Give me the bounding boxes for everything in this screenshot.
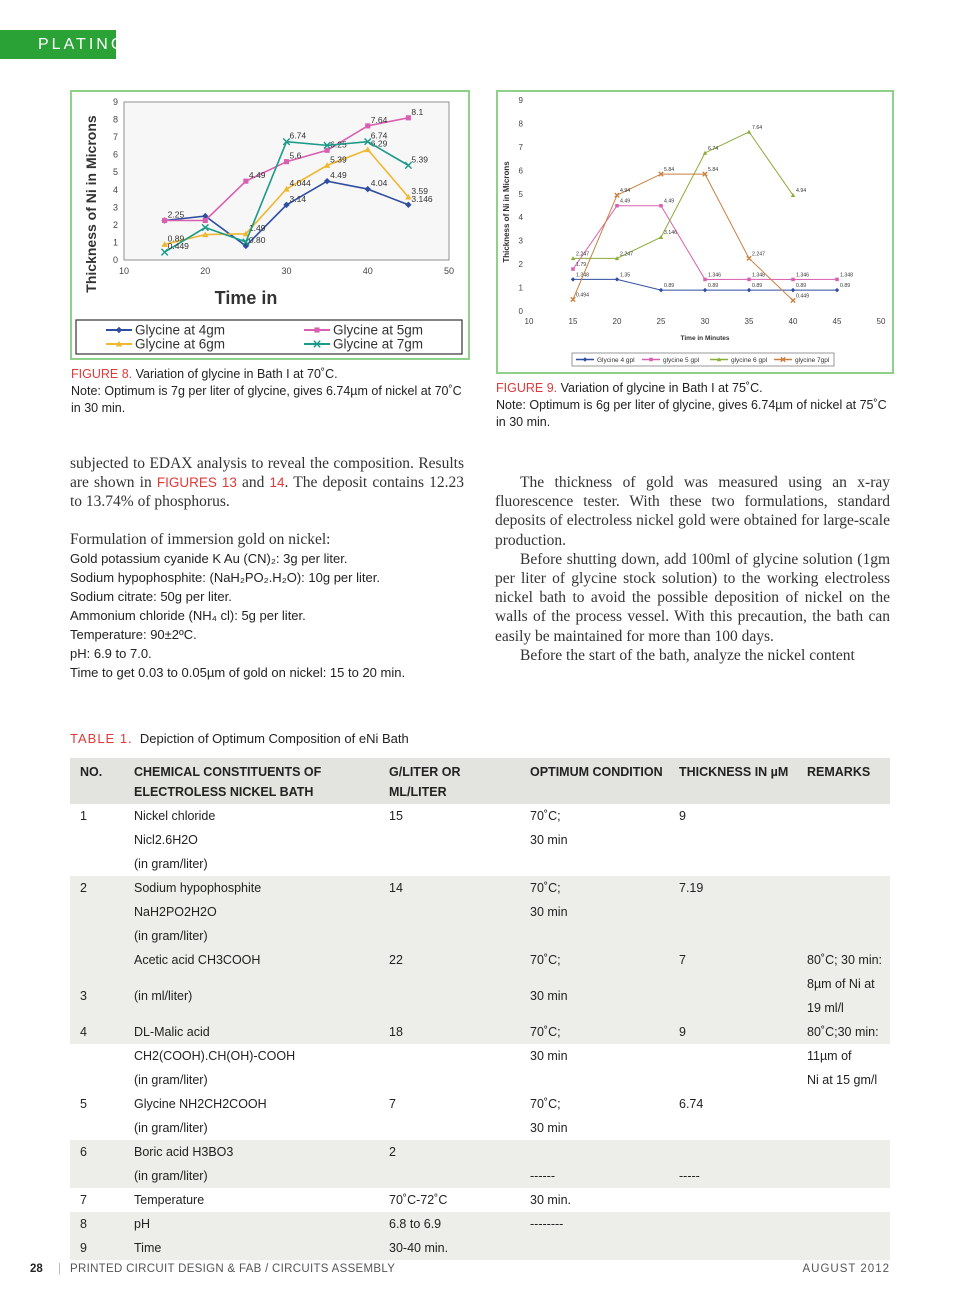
- y-tick-label: 7: [518, 142, 523, 152]
- data-point: [615, 193, 619, 197]
- table-cell: 6.8 to 6.9: [379, 1212, 520, 1236]
- table-row: [70, 924, 890, 948]
- column-header: G/LITER OR ML/LITER: [379, 758, 520, 804]
- data-point: [649, 358, 653, 362]
- data-point: [835, 288, 839, 292]
- table-cell: ------: [520, 1164, 669, 1188]
- data-point: [791, 298, 795, 302]
- data-label: 5.6: [289, 150, 302, 161]
- data-label: 2.247: [752, 251, 765, 258]
- x-tick-label: 30: [281, 266, 292, 276]
- data-label: 1.346: [708, 272, 721, 279]
- data-label: 5.84: [664, 167, 675, 174]
- x-tick-label: 25: [656, 317, 666, 326]
- data-point: [615, 277, 619, 281]
- figure-9-chart: [496, 90, 894, 374]
- body-column-right: [495, 473, 890, 665]
- page-number: 28: [30, 1263, 43, 1275]
- x-tick-label: 50: [876, 317, 886, 326]
- data-point: [243, 179, 248, 184]
- paragraph: subjected to EDAX analysis to reveal the composition. Results are shown in FIGURES 13 and 14. The deposit contains 12.23 to 13.74% of phosphorus.: [70, 455, 464, 511]
- table-cell: [797, 804, 890, 828]
- data-label: 4.94: [620, 188, 631, 195]
- table-row: [70, 876, 890, 900]
- table-cell: [797, 828, 890, 852]
- table-cell: [669, 972, 797, 1020]
- data-point: [203, 218, 208, 223]
- data-label: 4.49: [248, 170, 266, 181]
- data-label: 0.89: [840, 283, 851, 290]
- data-label: 3.59: [411, 185, 428, 196]
- x-tick-label: 20: [612, 317, 622, 326]
- legend-label: Glycine at 7gm: [333, 336, 424, 352]
- x-tick-label: 40: [362, 266, 373, 276]
- y-tick-label: 0: [518, 307, 523, 316]
- table-cell: 30-40 min.: [379, 1236, 520, 1260]
- table-cell: Glycine NH2CH2COOH: [134, 1097, 267, 1111]
- data-label: 2.247: [576, 251, 589, 258]
- table-cell: [669, 1188, 797, 1212]
- data-label: 1.35: [620, 272, 631, 279]
- table-header-row: [70, 758, 890, 804]
- table-cell: NaH2PO2H2O: [124, 900, 379, 924]
- figure-9-caption: [496, 380, 890, 431]
- table-cell: [379, 1164, 520, 1188]
- body-column-left: [70, 454, 464, 682]
- issue-date: AUGUST 2012: [802, 1263, 890, 1275]
- table-cell: [797, 876, 890, 900]
- data-label: 6.74: [289, 130, 307, 141]
- table-cell: [797, 900, 890, 924]
- table-cell: [379, 924, 520, 948]
- data-label: 1.79: [576, 262, 587, 269]
- table-cell: [70, 828, 124, 852]
- table-cell: [70, 924, 124, 948]
- table-cell: 9: [679, 809, 686, 823]
- table-cell: 6.74: [679, 1097, 704, 1111]
- table-cell: [669, 1236, 797, 1260]
- column-header: REMARKS: [797, 758, 890, 804]
- table-cell: [669, 1212, 797, 1236]
- x-tick-label: 15: [568, 317, 578, 326]
- data-label: 7.64: [370, 114, 388, 125]
- table-row: [70, 1212, 890, 1236]
- x-tick-label: 50: [443, 266, 455, 276]
- table-cell: [520, 1236, 669, 1260]
- table-cell: Ni at 15 gm/l: [807, 1073, 878, 1087]
- y-tick-label: 8: [112, 114, 118, 125]
- table-cell: 30 min: [530, 1049, 568, 1063]
- table-label: TABLE 1.: [70, 731, 133, 746]
- data-label: 1.348: [840, 272, 853, 279]
- table-cell: [797, 1212, 890, 1236]
- data-point: [162, 218, 167, 223]
- figure-8-chart: [70, 90, 470, 360]
- formulation-list: [70, 549, 464, 682]
- table-cell: [70, 852, 124, 876]
- figure-8-label: FIGURE 8.: [71, 367, 133, 381]
- column-header: NO.: [70, 758, 124, 804]
- data-point: [314, 327, 319, 332]
- data-label: 0.449: [167, 241, 189, 252]
- table-cell: [379, 972, 520, 1020]
- table-cell: [379, 1068, 520, 1092]
- figure-8-caption: [71, 366, 463, 417]
- list-item: Temperature: 90±2ºC.: [70, 626, 197, 642]
- table-row: [70, 1116, 890, 1140]
- data-point: [284, 159, 289, 164]
- table-cell: [70, 948, 124, 972]
- table-cell: 7: [669, 948, 797, 972]
- table-cell: 2: [70, 876, 124, 900]
- data-label: 1.348: [752, 272, 765, 279]
- table-cell: [669, 1116, 797, 1140]
- data-point: [791, 288, 795, 292]
- data-label: 4.04: [370, 178, 388, 189]
- list-item: Gold potassium cyanide K Au (CN)₂: 3g per liter.: [70, 550, 348, 566]
- y-axis-label: Thickness of Ni in Microns: [83, 115, 99, 293]
- series-line: [573, 206, 837, 280]
- x-axis-label: Time in Minutes: [680, 335, 730, 342]
- data-label: 2.25: [167, 209, 185, 220]
- data-label: 6.74: [708, 145, 719, 152]
- table-cell: [669, 1044, 797, 1068]
- y-tick-label: 5: [518, 189, 523, 199]
- data-label: 5.84: [708, 167, 719, 174]
- figure-8-note: Note: Optimum is 7g per liter of glycine, gives 6.74µm of nickel at 70˚C in 30 min.: [71, 384, 462, 415]
- table-cell: [379, 900, 520, 924]
- y-tick-label: 5: [112, 167, 118, 178]
- y-tick-label: 3: [112, 202, 118, 213]
- table-row: [70, 900, 890, 924]
- data-label: 1.346: [796, 272, 809, 279]
- table-row: [70, 1092, 890, 1116]
- table-cell: [70, 900, 124, 924]
- table-cell: 5: [80, 1097, 87, 1111]
- data-label: 3.146: [664, 230, 677, 237]
- table-cell: Time: [124, 1236, 379, 1260]
- data-label: 4.49: [330, 170, 347, 181]
- y-tick-label: 1: [112, 237, 118, 248]
- table-cell: 4: [70, 1020, 124, 1044]
- y-tick-label: 9: [518, 96, 523, 105]
- y-tick-label: 4: [518, 213, 523, 223]
- data-point: [703, 278, 707, 282]
- y-axis-label: Thickness of Ni in Microns: [502, 161, 511, 263]
- x-tick-label: 40: [788, 317, 798, 326]
- table-cell: 6: [70, 1140, 124, 1164]
- table-cell: (in gram/liter): [124, 924, 379, 948]
- table-cell: --------: [520, 1212, 669, 1236]
- composition-table: [70, 758, 890, 1260]
- y-tick-label: 9: [112, 97, 118, 107]
- data-label: 4.044: [289, 178, 311, 189]
- table-cell: [379, 1044, 520, 1068]
- table-cell: [70, 1164, 124, 1188]
- data-label: 6.74: [370, 130, 388, 141]
- legend-label: Glycine at 4gm: [135, 322, 226, 338]
- data-label: 6.25: [330, 139, 347, 150]
- x-tick-label: 10: [524, 317, 534, 326]
- table-cell: 30 min: [530, 833, 568, 847]
- table-cell: Acetic acid CH3COOH: [124, 948, 379, 972]
- y-tick-label: 4: [112, 184, 118, 195]
- table-cell: [797, 1116, 890, 1140]
- paragraph: The thickness of gold was measured using an x-ray fluorescence tester. With these two formulations, standard deposits of electroless nickel gold were obtained for large-scale production.: [495, 474, 890, 549]
- data-point: [571, 277, 575, 281]
- data-label: 4.94: [796, 188, 807, 195]
- table-cell: [520, 924, 669, 948]
- paragraph: Before shutting down, add 100ml of glycine solution (1gm per liter of glycine stock solution) to the working electroless nickel bath to avoid the possible deposition of nickel on the walls of the process vessel. With this precaution, the bath can easily be maintained for more than 100 days.: [495, 550, 890, 645]
- table-row: [70, 1188, 890, 1212]
- figure-ref-link[interactable]: FIGURES 13: [156, 475, 237, 491]
- data-label: 0.89: [796, 283, 807, 290]
- data-point: [747, 256, 751, 260]
- table-cell: 30 min.: [530, 1193, 571, 1207]
- table-cell: [669, 1068, 797, 1092]
- data-label: 5.39: [411, 154, 428, 165]
- table-cell: [797, 1236, 890, 1260]
- y-tick-label: 7: [112, 132, 118, 143]
- table-row: [70, 852, 890, 876]
- table-cell: 3: [70, 972, 124, 1020]
- table-cell: 9: [669, 1020, 797, 1044]
- data-point: [747, 288, 751, 292]
- table-cell: [379, 1116, 520, 1140]
- table-cell: 7.19: [669, 876, 797, 900]
- figure-9-title: Variation of glycine in Bath I at 75˚C.: [560, 381, 763, 395]
- table-cell: 70˚C;: [530, 809, 561, 823]
- data-label: 3.146: [411, 193, 433, 204]
- table-cell: [797, 852, 890, 876]
- table-cell: [520, 852, 669, 876]
- list-item: Ammonium chloride (NH₄ cl): 5g per liter.: [70, 607, 306, 623]
- column-header: THICKNESS IN µM: [669, 758, 797, 804]
- legend-label: glycine 7gpl: [795, 356, 830, 364]
- table-row: [70, 948, 890, 972]
- y-tick-label: 6: [112, 149, 118, 160]
- table-cell: 30 min: [520, 900, 669, 924]
- data-point: [659, 235, 663, 239]
- table-cell: [379, 828, 520, 852]
- table-cell: [379, 852, 520, 876]
- table-cell: [520, 1068, 669, 1092]
- y-tick-label: 8: [518, 119, 523, 129]
- data-label: 8.1: [411, 106, 424, 117]
- list-item: Sodium hypophosphite: (NaH₂PO₂.H₂O): 10g per liter.: [70, 569, 380, 585]
- table-caption: [70, 731, 409, 746]
- y-tick-label: 2: [112, 219, 118, 230]
- table-cell: Nicl2.6H2O: [134, 833, 198, 847]
- table-row: [70, 828, 890, 852]
- column-header: CHEMICAL CONSTITUENTS OF ELECTROLESS NICKEL BATH: [124, 758, 379, 804]
- figure-9-svg: [498, 92, 892, 372]
- paragraph: Before the start of the bath, analyze the nickel content: [520, 646, 855, 664]
- table-cell: 70˚C;: [520, 876, 669, 900]
- table-row: [70, 1236, 890, 1260]
- table-cell: [669, 828, 797, 852]
- formulation-title: Formulation of immersion gold on nickel:: [70, 530, 331, 548]
- y-tick-label: 1: [518, 283, 523, 293]
- table-cell: 9: [70, 1236, 124, 1260]
- data-point: [571, 267, 575, 271]
- list-item: Time to get 0.03 to 0.05µm of gold on nickel: 15 to 20 min.: [70, 664, 406, 680]
- x-tick-label: 30: [700, 317, 710, 326]
- list-item: Sodium citrate: 50g per liter.: [70, 588, 232, 604]
- table-cell: Sodium hypophosphite: [124, 876, 379, 900]
- table-cell: 70˚C;: [520, 1020, 669, 1044]
- x-axis-label: Time in: [214, 288, 278, 308]
- table-cell: [797, 1188, 890, 1212]
- table-row: [70, 1164, 890, 1188]
- x-tick-label: 45: [832, 317, 842, 326]
- data-point: [791, 278, 795, 282]
- table-cell: 80˚C; 30 min:: [797, 948, 890, 972]
- x-tick-label: 35: [744, 317, 754, 326]
- list-item: pH: 6.9 to 7.0.: [70, 645, 152, 661]
- legend-label: Glycine at 6gm: [135, 336, 226, 352]
- table-row: [70, 1140, 890, 1164]
- table-cell: (in gram/liter): [134, 1073, 208, 1087]
- data-label: 0.80: [248, 234, 266, 245]
- table-cell: [669, 1140, 797, 1164]
- data-point: [659, 288, 663, 292]
- table-cell: Temperature: [134, 1193, 205, 1207]
- legend-label: Glycine 4 gpl: [597, 356, 635, 364]
- table-cell: 30 min: [520, 972, 669, 1020]
- table-cell: 22: [379, 948, 520, 972]
- data-label: 0.89: [167, 233, 185, 244]
- data-point: [571, 297, 575, 301]
- table-cell: [669, 924, 797, 948]
- figure-9-label: FIGURE 9.: [496, 381, 558, 395]
- table-row: [70, 1068, 890, 1092]
- table-cell: 15: [389, 809, 403, 823]
- table-cell: 70˚C;: [520, 948, 669, 972]
- table-cell: Boric acid H3BO3: [124, 1140, 379, 1164]
- data-label: 4.49: [620, 198, 631, 205]
- table-cell: -----: [669, 1164, 797, 1188]
- data-point: [835, 278, 839, 282]
- series-line: [573, 174, 793, 300]
- series-line: [573, 132, 793, 258]
- footer-separator: |: [58, 1263, 61, 1275]
- column-header: OPTIMUM CONDITION: [520, 758, 669, 804]
- table-cell: [797, 924, 890, 948]
- table-cell: 2: [379, 1140, 520, 1164]
- table-row: [70, 972, 890, 1020]
- table-cell: [70, 1068, 124, 1092]
- data-point: [406, 115, 411, 120]
- figure-8-title: Variation of glycine in Bath I at 70˚C.: [135, 367, 338, 381]
- data-label: 0.89: [664, 283, 675, 290]
- figure-ref-link[interactable]: 14: [269, 475, 285, 491]
- data-label: 0.494: [576, 292, 589, 299]
- data-label: 7.64: [752, 124, 763, 131]
- table-cell: 14: [379, 876, 520, 900]
- section-tag: PLATING: [0, 30, 116, 59]
- table-cell: [669, 900, 797, 924]
- table-cell: (in gram/liter): [124, 1164, 379, 1188]
- table-cell: 1: [80, 809, 87, 823]
- x-tick-label: 10: [118, 266, 130, 276]
- data-label: 1.49: [248, 222, 266, 233]
- y-tick-label: 6: [518, 166, 523, 176]
- table-cell: CH2(COOH).CH(OH)-COOH: [134, 1049, 296, 1063]
- y-tick-label: 0: [112, 255, 118, 265]
- table-row: [70, 1044, 890, 1068]
- table-cell: 8µm of Ni at 19 ml/l: [797, 972, 890, 1020]
- table-cell: 7: [80, 1193, 87, 1207]
- data-label: 0.449: [796, 293, 809, 300]
- table-cell: 7: [389, 1097, 396, 1111]
- data-label: 6.29: [370, 138, 388, 149]
- legend-label: Glycine at 5gm: [333, 322, 424, 338]
- table-cell: 18: [379, 1020, 520, 1044]
- data-point: [325, 148, 330, 153]
- table-cell: Nickel chloride: [134, 809, 216, 823]
- table-cell: 70˚C;: [530, 1097, 561, 1111]
- data-point: [747, 130, 751, 134]
- data-label: 0.89: [708, 283, 719, 290]
- figure-8-svg: [72, 92, 468, 358]
- y-tick-label: 2: [518, 260, 523, 270]
- table-cell: (in gram/liter): [134, 1121, 208, 1135]
- legend-label: glycine 5 gpl: [663, 356, 700, 364]
- data-label: 0.89: [752, 283, 763, 290]
- x-tick-label: 20: [200, 266, 211, 276]
- legend-label: glycine 6 gpl: [731, 356, 768, 364]
- table-cell: DL-Malic acid: [124, 1020, 379, 1044]
- table-cell: (in gram/liter): [134, 857, 208, 871]
- data-label: 5.39: [330, 154, 347, 165]
- figure-9-note: Note: Optimum is 6g per liter of glycine, gives 6.74µm of nickel at 75˚C in 30 min.: [496, 398, 887, 429]
- table-cell: [669, 852, 797, 876]
- table-cell: [797, 1092, 890, 1116]
- table-cell: (in ml/liter): [124, 972, 379, 1020]
- table-row: [70, 804, 890, 828]
- data-label: 1.348: [576, 272, 589, 279]
- table-cell: pH: [124, 1212, 379, 1236]
- data-label: 2.247: [620, 251, 633, 258]
- table-cell: [797, 1140, 890, 1164]
- publication-name: PRINTED CIRCUIT DESIGN & FAB / CIRCUITS ASSEMBLY: [70, 1263, 396, 1275]
- data-point: [703, 288, 707, 292]
- data-label: 3.14: [289, 193, 307, 204]
- table-cell: [70, 1116, 124, 1140]
- table-cell: 80˚C;30 min:: [797, 1020, 890, 1044]
- table-row: [70, 1020, 890, 1044]
- table-cell: [70, 1044, 124, 1068]
- table-cell: 70˚C-72˚C: [389, 1193, 448, 1207]
- data-point: [659, 204, 663, 208]
- data-point: [365, 123, 370, 128]
- table-cell: [520, 1140, 669, 1164]
- table-cell: 30 min: [530, 1121, 568, 1135]
- table-cell: [797, 1164, 890, 1188]
- data-point: [747, 278, 751, 282]
- table-cell: 8: [70, 1212, 124, 1236]
- data-point: [615, 204, 619, 208]
- data-label: 4.49: [664, 198, 675, 205]
- table-cell: 11µm of: [807, 1049, 852, 1063]
- y-tick-label: 3: [518, 236, 523, 246]
- table-title: Depiction of Optimum Composition of eNi Bath: [139, 731, 409, 746]
